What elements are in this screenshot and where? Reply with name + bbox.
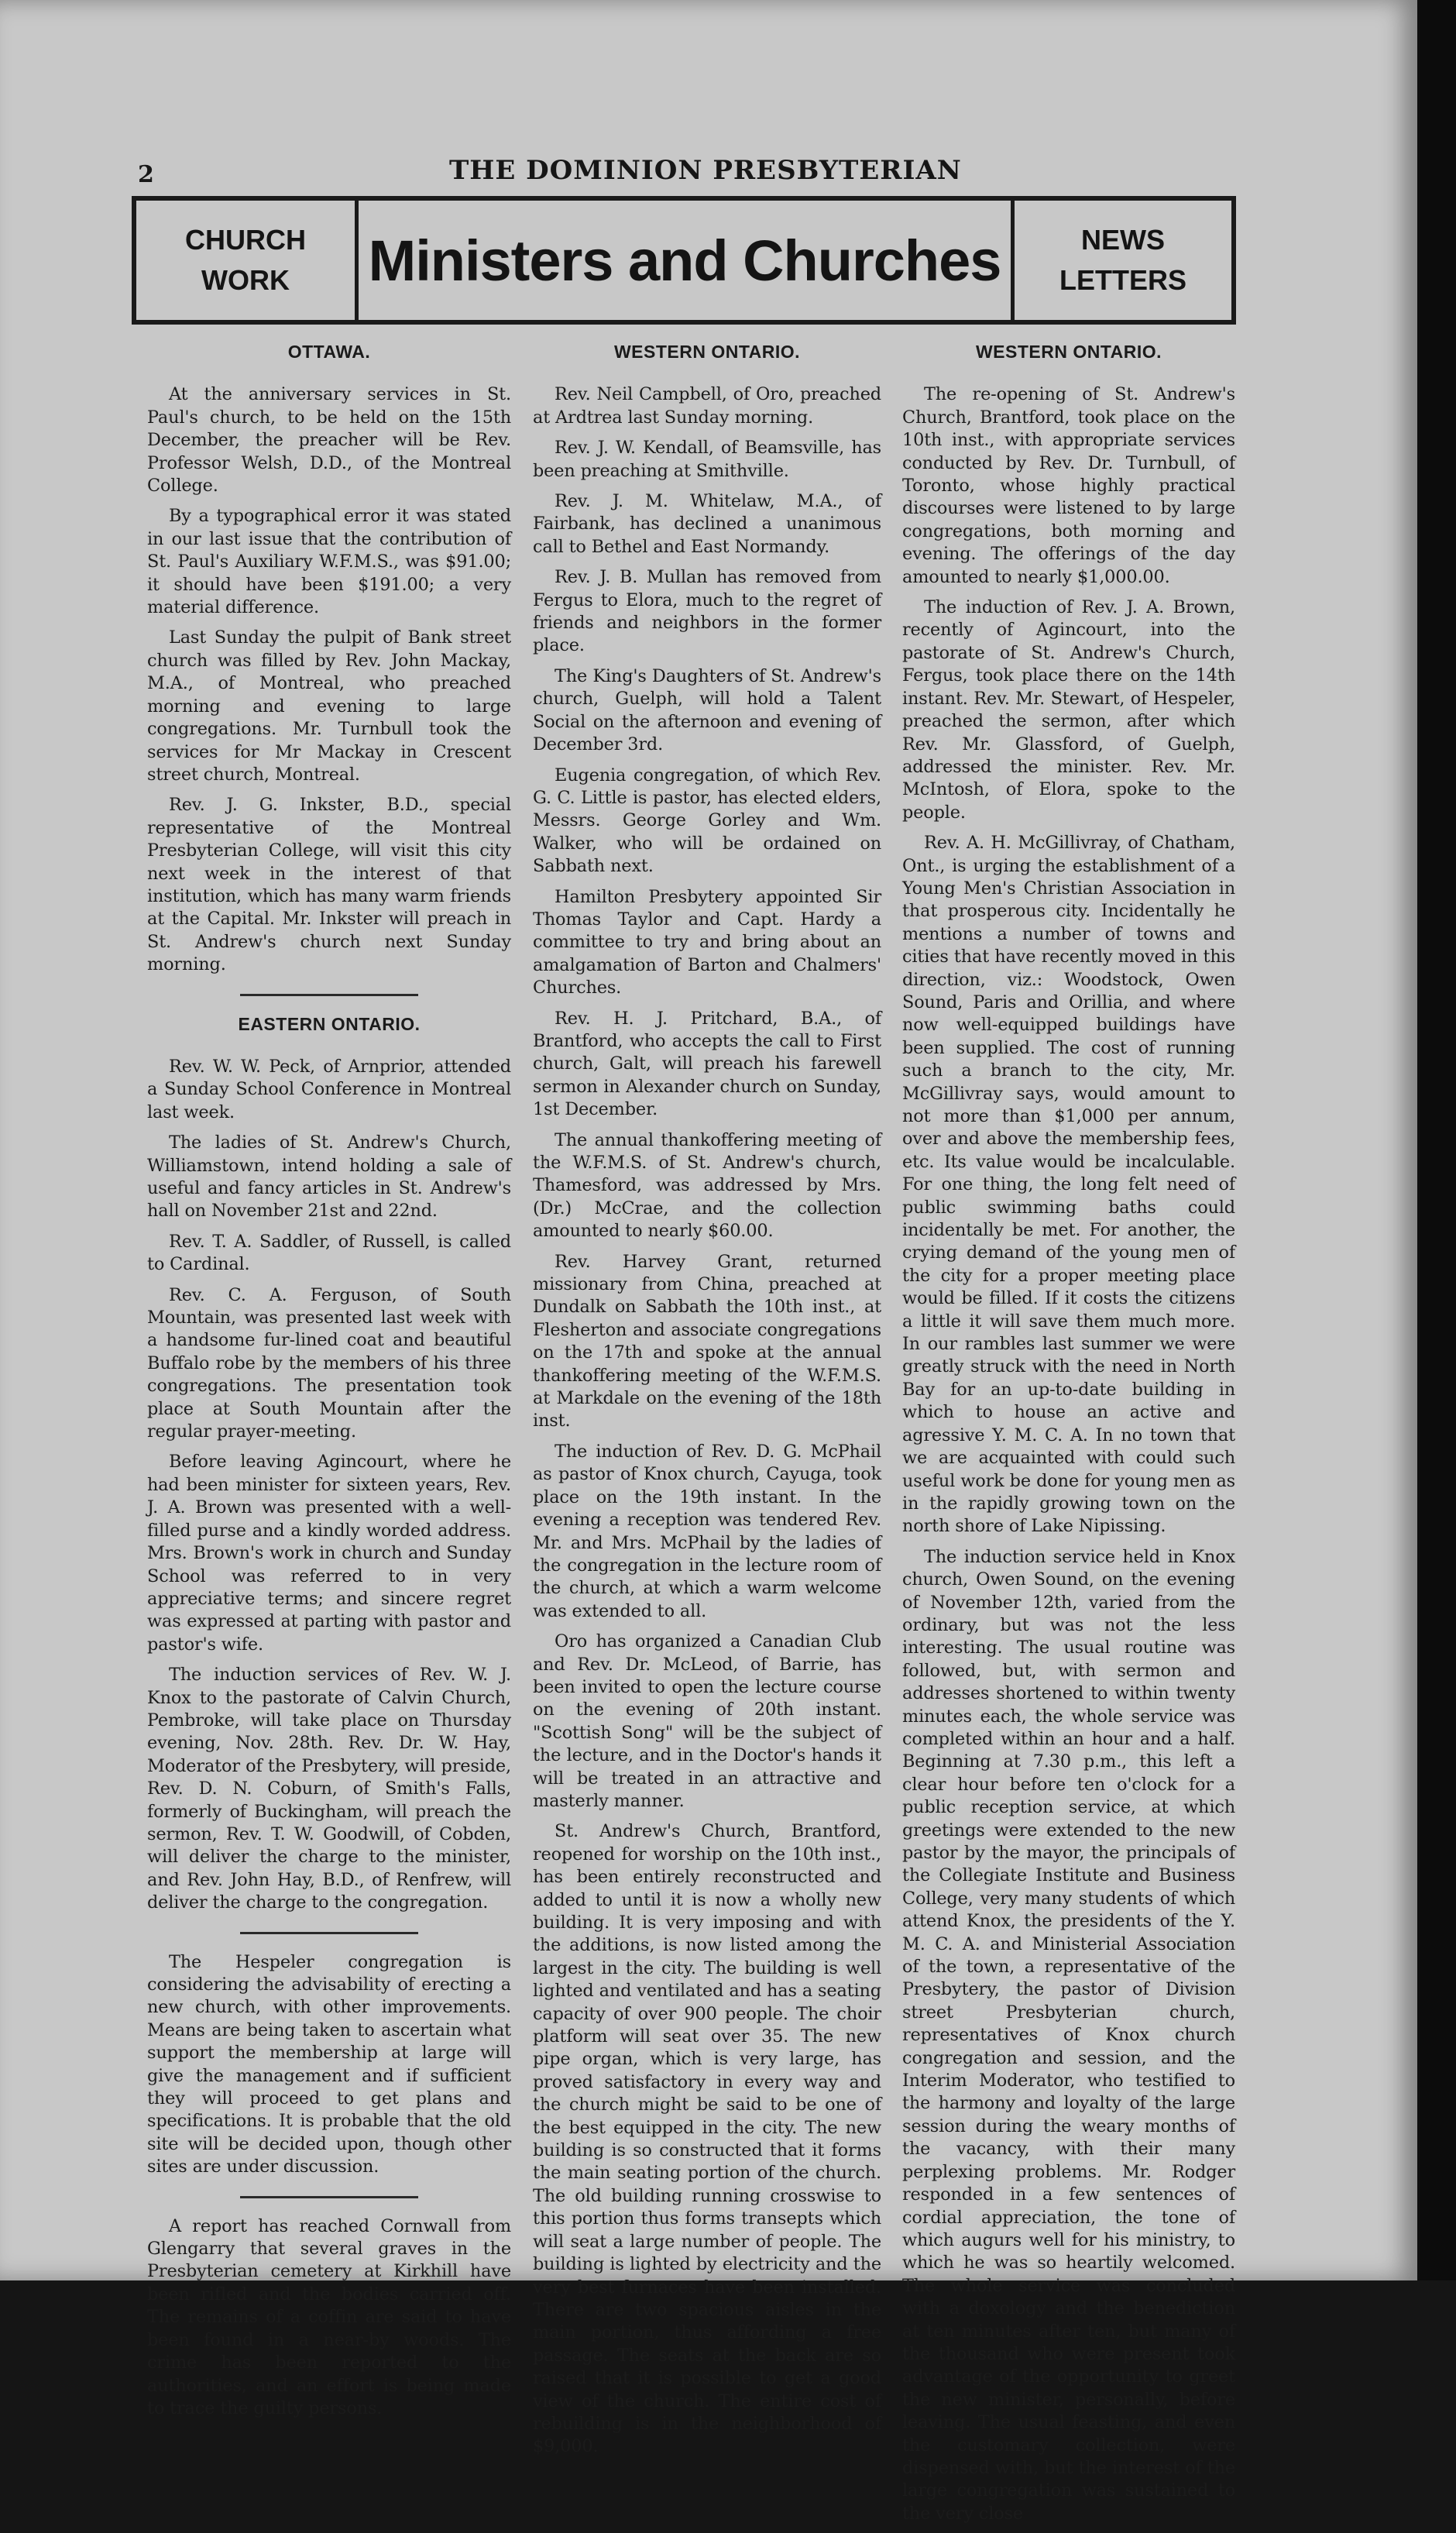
section-title-box xyxy=(359,201,1011,320)
divider xyxy=(240,2196,418,2198)
news-letters-box xyxy=(1011,201,1231,320)
news-item: Rev. J. B. Mullan has removed from Fergus to Elora, much to the regret of friends and neighbors in the former place. xyxy=(533,567,881,656)
church-work-line2: WORK xyxy=(201,264,290,296)
church-work-line1: CHURCH xyxy=(185,223,306,256)
news-item: At the anniversary services in St. Paul's church, to be held on the 15th December, the preacher will be Rev. Professor Welsh, D.D., of the Montreal College. xyxy=(147,384,511,497)
news-item: Last Sunday the pulpit of Bank street church was filled by Rev. John Mackay, M.A., of Montreal, who preached morning and evening to large congregations. Mr. Turnbull took the services for Mr Mackay in Crescent street church, Montreal. xyxy=(147,627,511,785)
column-middle xyxy=(533,341,881,2466)
news-item: A report has reached Cornwall from Glengarry that several graves in the Presbyterian cemetery at Kirkhill have been rifled and the bodies carried off. The remains of a coffin are said to have been found in a near-by woods. The crime has been reported to the authorities, and an effort is being made to trace the guilty persons. xyxy=(147,2215,511,2418)
church-work-box xyxy=(136,201,359,320)
news-item: Eugenia congregation, of which Rev. G. C. Little is pastor, has elected elders, Messrs. George Gorley and Wm. Walker, who will be ordained on Sabbath next. xyxy=(533,765,881,877)
divider xyxy=(240,994,418,996)
news-item: Rev. Neil Campbell, of Oro, preached at Ardtrea last Sunday morning. xyxy=(533,384,881,428)
news-item: The Hespeler congregation is considering the advisability of erecting a new church, with other improvements. Means are being taken to ascertain what support the membership at large will give the management and if sufficient they will proceed to get plans and specifications. It is probable that the old site will be decided upon, though other sites are under discussion. xyxy=(147,1951,511,2177)
news-item: Rev. H. J. Pritchard, B.A., of Brantford, who accepts the call to First church, Galt, will preach his farewell sermon in Alexander church on Sunday, 1st December. xyxy=(533,1008,881,1120)
section-title: Ministers and Churches xyxy=(368,228,1001,293)
news-item: Rev. J. G. Inkster, B.D., special representative of the Montreal Presbyterian College, will visit this city next week in the interest of that institution, which has many warm friends at the Capital. Mr. Inkster will preach in St. Andrew's church next Sunday morning. xyxy=(147,795,511,975)
news-item: The induction of Rev. J. A. Brown, recently of Agincourt, into the pastorate of St. Andrew's Church, Fergus, took place there on the 14th instant. Rev. Mr. Stewart, of Hespeler, preached the sermon, after which Rev. Mr. Glassford, of Guelph, addressed the minister. Rev. Mr. McIntosh, of Elora, spoke to the people. xyxy=(902,597,1235,823)
news-item: Rev. Harvey Grant, returned missionary from China, preached at Dundalk on Sabbath the 10th inst., at Flesherton and associate congregations on the 17th and spoke at the annual thankoffering meeting of the W.F.M.S. at Markdale on the evening of the 18th inst. xyxy=(533,1251,881,1431)
news-item: Rev. J. W. Kendall, of Beamsville, has been preaching at Smithville. xyxy=(533,438,881,481)
news-item: By a typographical error it was stated in our last issue that the contribution of St. Paul's Auxiliary W.F.M.S., was $91.00; it should have been $191.00; a very material difference. xyxy=(147,506,511,618)
heading-ottawa: OTTAWA. xyxy=(287,342,371,362)
news-item: The re-opening of St. Andrew's Church, Brantford, took place on the 10th inst., with appropriate services conducted by Rev. Dr. Turnbull, of Toronto, whose highly practical discourses were listened to by large congregations, both morning and evening. The offerings of the day amounted to nearly $1,000.00. xyxy=(902,384,1235,587)
page-number: 2 xyxy=(138,161,154,188)
journal-title: THE DOMINION PRESBYTERIAN xyxy=(449,155,962,186)
news-item: Rev. C. A. Ferguson, of South Mountain, was presented last week with a handsome fur-lined coat and beautiful Buffalo robe by the members of his three congregations. The presentation took place at South Mountain after the regular prayer-meeting. xyxy=(147,1284,511,1442)
page-edge xyxy=(1417,0,1456,2280)
heading-western-ontario: WESTERN ONTARIO. xyxy=(613,342,801,362)
news-letters-line2: LETTERS xyxy=(1059,264,1186,296)
news-item: The ladies of St. Andrew's Church, Williamstown, intend holding a sale of useful and fancy articles in St. Andrew's hall on November 21st and 22nd. xyxy=(147,1132,511,1222)
news-item: St. Andrew's Church, Brantford, reopened for worship on the 10th inst., has been entirely reconstructed and added to until it is now a wholly new building. It is very imposing and with the additions, is now listed among the largest in the city. The building is well lighted and ventilated and has a seating capacity of over 900 people. The choir platform will seat over 35. The new pipe organ, which is very large, has proved satisfactory in every way and the church might be said to be one of the best equipped in the city. The new building is so constructed that it forms the main seating portion of the church. The old building running crosswise to this portion thus forms transepts which will seat a large number of people. The building is lighted by electricity and the very best furnaces have been installed. There are two spacious aisles in the main portion, thus affording a free passage. The seats at the back are so raised that it is possible to get a good view of the church. The entire cost of rebuilding is in the neighborhood of $9,000. xyxy=(533,1821,881,2457)
news-item: The induction service held in Knox church, Owen Sound, on the evening of November 12th, varied from the ordinary, but was not the less interesting. The usual routine was followed, but, with sermon and addresses shortened to within twenty minutes each, the whole service was completed within an hour and a half. Beginning at 7.30 p.m., this left a clear hour before ten o'clock for a public reception service, at which greetings were extended to the new pastor by the mayor, the principals of the Collegiate Institute and Business College, very many students of which attend Knox, the presidents of the Y. M. C. A. and Ministerial Association of the town, a representative of the Presbytery, the pastor of Division street Presbyterian church, representatives of Knox church congregation and session, and the Interim Moderator, who testified to the harmony and loyalty of the large session during the weary months of the vacancy, with their many perplexing problems. Mr. Rodger responded in a few sentences of cordial appreciation, the tone of which augurs well for his ministry, to which he was so heartily welcomed. The whole service was concluded with a doxology and the benediction at ten minutes after ten, but many of the thousand who were present took advantage of the opportunity to greet the new minister, personally, before leaving. The usual feasting, and even the customary collection, were dispensed with, but the interest of the large congregation was sustained to the very close xyxy=(902,1546,1235,2524)
news-item: The induction services of Rev. W. J. Knox to the pastorate of Calvin Church, Pembroke, will take place on Thursday evening, Nov. 28th. Rev. Dr. W. Hay, Moderator of the Presbytery, will preside, Rev. D. N. Coburn, of Smith's Falls, formerly of Buckingham, will preach the sermon, Rev. T. W. Goodwill, of Cobden, will deliver the charge to the minister, and Rev. John Hay, B.D., of Renfrew, will deliver the charge to the congregation. xyxy=(147,1665,511,1913)
news-item: The induction of Rev. D. G. McPhail as pastor of Knox church, Cayuga, took place on the 19th instant. In the evening a reception was tendered Rev. Mr. and Mrs. McPhail by the ladies of the congregation in the lecture room of the church, at which a warm welcome was extended to all. xyxy=(533,1441,881,1621)
column-left xyxy=(147,341,511,2428)
news-item: Rev. T. A. Saddler, of Russell, is called to Cardinal. xyxy=(147,1231,511,1275)
news-item: The annual thankoffering meeting of the W.F.M.S. of St. Andrew's church, Thamesford, was addressed by Mrs. (Dr.) McCrae, and the collection amounted to nearly $60.00. xyxy=(533,1129,881,1242)
divider xyxy=(240,1932,418,1934)
section-masthead xyxy=(132,196,1236,325)
news-item: Oro has organized a Canadian Club and Rev. Dr. McLeod, of Barrie, has been invited to open the lecture course on the evening of 20th instant. "Scottish Song" will be the subject of the lecture, and in the Doctor's hands it will be treated in an attractive and masterly manner. xyxy=(533,1631,881,1811)
news-item: The King's Daughters of St. Andrew's church, Guelph, will hold a Talent Social on the afternoon and evening of December 3rd. xyxy=(533,665,881,755)
news-item: Rev. J. M. Whitelaw, M.A., of Fairbank, has declined a unanimous call to Bethel and East Normandy. xyxy=(533,491,881,557)
news-item: Rev. W. W. Peck, of Arnprior, attended a Sunday School Conference in Montreal last week. xyxy=(147,1056,511,1122)
news-letters-line1: NEWS xyxy=(1081,223,1165,256)
news-item: Hamilton Presbytery appointed Sir Thomas Taylor and Capt. Hardy a committee to try and bring about an amalgamation of Barton and Chalmers' Churches. xyxy=(533,886,881,998)
news-item: Rev. A. H. McGillivray, of Chatham, Ont., is urging the establishment of a Young Men's Christian Association in that prosperous city. Incidentally he mentions a number of towns and cities that have recently moved in this direction, viz.: Woodstock, Owen Sound, Paris and Orillia, and where now well-equipped buildings have been supplied. The cost of running such a branch to the city, Mr. McGillivray says, would amount to not more than $1,000 per annum, over and above the membership fees, etc. Its value would be incalculable. For one thing, the long felt need of public swimming baths could incidentally be met. For another, the crying demand of the young men of the city for a proper meeting place would be filled. If it costs the citizens a little it will save them much more. In our rambles last summer we were greatly struck with the need in North Bay for an up-to-date building in which to house an active and agressive Y. M. C. A. In no town that we are acquainted with could such useful work be done for young men as in the rapidly growing town on the north shore of Lake Nipissing. xyxy=(902,833,1235,1537)
column-right xyxy=(902,341,1235,2533)
heading-eastern-ontario: EASTERN ONTARIO. xyxy=(238,1013,421,1034)
heading-western-ontario: WESTERN ONTARIO. xyxy=(975,342,1162,362)
news-item: Before leaving Agincourt, where he had been minister for sixteen years, Rev. J. A. Brown was presented with a well-filled purse and a kindly worded address. Mrs. Brown's work in church and Sunday School was referred to in very appreciative terms; and sincere regret was expressed at parting with pastor and pastor's wife. xyxy=(147,1452,511,1655)
